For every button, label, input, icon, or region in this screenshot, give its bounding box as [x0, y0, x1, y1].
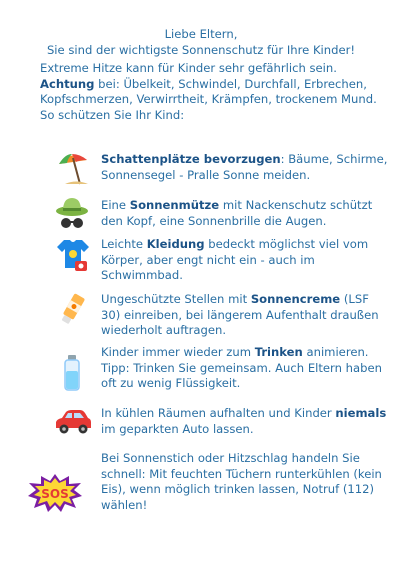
tip-sunscreen-pre: Ungeschützte Stellen mit [101, 292, 251, 306]
intro-line-1: Extreme Hitze kann für Kinder sehr gefährlich sein. [40, 61, 337, 75]
tip-car-pre: In kühlen Räumen aufhalten und Kinder [101, 406, 336, 420]
sos-icon-label: SOS [41, 487, 69, 501]
tip-hat-pre: Eine [101, 198, 130, 212]
attention-paragraph [40, 77, 385, 108]
intro-line-3: So schützen Sie Ihr Kind: [40, 107, 185, 122]
tip-clothing-post: bedeckt möglichst viel vom Körper, aber engt nicht ein - auch im Schwimmbad. [101, 237, 369, 283]
attention-label: Achtung [40, 76, 95, 91]
water-bottle-icon [60, 353, 84, 393]
tip-drinking-post: animieren. Tipp: Trinken Sie gemeinsam. Auch Eltern haben oft zu wenig Flüssigkeit. [101, 345, 382, 391]
tip-sunscreen-post: (LSF 30) einreiben, bei längerem Aufenthalt draußen wiederholt auftragen. [101, 292, 379, 338]
tip-drinking-pre: Kinder immer wieder zum [101, 345, 255, 359]
tip-sunscreen-bold: Sonnencreme [250, 292, 341, 306]
attention-symptoms: bei: Übelkeit, Schwindel, Durchfall, Erbrechen, Kopfschmerzen, Verwirrtheit, Krämpfen, trockenem Mund. [40, 76, 377, 107]
tip-clothing-pre: Leichte [101, 237, 147, 251]
sun-hat-sunglasses-icon [55, 195, 89, 231]
sos-icon [27, 473, 83, 513]
tip-drinking-text [101, 345, 391, 392]
tip-emergency-pre: Bei Sonnenstich oder Hitzschlag handeln Sie schnell: Mit feuchten Tüchern runterkühlen (kein Eis), wenn möglich trinken lassen, Notruf (112) wählen! [101, 451, 382, 512]
tshirt-icon [56, 237, 90, 273]
tip-hat-post: mit Nackenschutz schützt den Kopf, eine Sonnenbrille die Augen. [101, 198, 373, 228]
tip-sunscreen-text [101, 292, 391, 339]
beach-umbrella-icon [56, 148, 90, 188]
tip-car-text [101, 406, 391, 437]
sunscreen-tube-icon [57, 292, 87, 328]
tip-emergency-text [101, 451, 391, 513]
car-icon [53, 408, 93, 438]
tip-car-post: im geparkten Auto lassen. [101, 421, 254, 436]
intro-text [40, 61, 385, 123]
tip-shade-text [101, 152, 391, 183]
tip-clothing-text [101, 237, 391, 284]
greeting-line-2: Sie sind der wichtigste Sonnenschutz für Ihre Kinder! [46, 43, 356, 57]
tip-car-bold: niemals [335, 406, 387, 420]
tip-shade-bold: Schattenplätze bevorzugen [101, 152, 281, 166]
tip-drinking-bold: Trinken [254, 345, 303, 359]
tip-hat-bold: Sonnenmütze [129, 198, 220, 212]
tip-hat-text [101, 198, 391, 229]
tip-clothing-bold: Kleidung [146, 237, 205, 251]
greeting-line-1: Liebe Eltern, [164, 27, 238, 41]
tip-shade-post: : Bäume, Schirme, Sonnensegel - Pralle Sonne meiden. [101, 152, 388, 182]
